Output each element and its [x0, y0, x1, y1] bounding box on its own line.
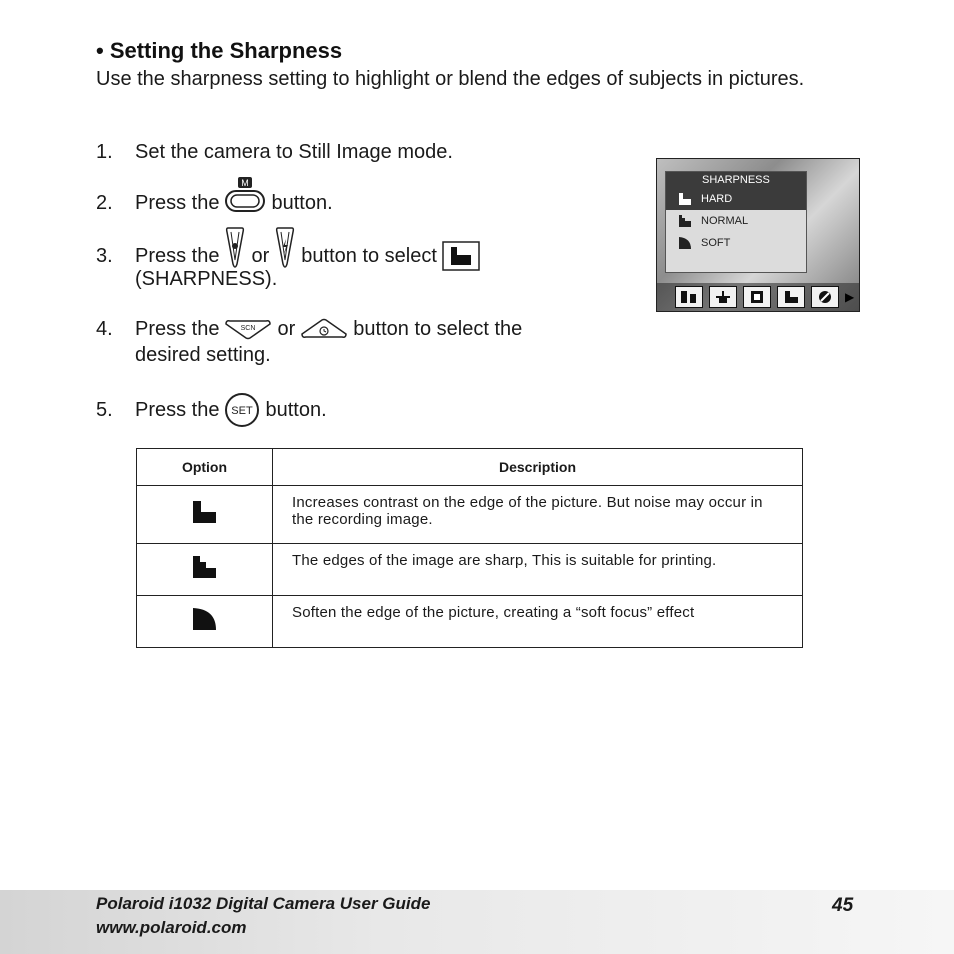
metering-icon: [709, 286, 737, 308]
lcd-icon-bar: [657, 283, 859, 311]
step-text: button.: [265, 399, 327, 421]
menu-button-label: M: [241, 178, 250, 188]
sharpness-hard-icon: [192, 500, 218, 524]
step-number: 1.: [96, 141, 113, 163]
step-1: [96, 139, 453, 165]
option-description: The edges of the image are sharp, This is suitable for printing.: [273, 544, 803, 596]
intro-paragraph: Use the sharpness setting to highlight or blend the edges of subjects in pictures.: [96, 68, 805, 90]
selftimer-down-button-icon: [300, 318, 348, 340]
step-number: 5.: [96, 399, 113, 421]
sharpness-soft-icon: [678, 237, 692, 250]
scn-button-label: SCN: [241, 325, 256, 332]
next-arrow-icon: ▶: [845, 290, 855, 304]
step-text: Press the: [135, 245, 220, 267]
effect-icon: [811, 286, 839, 308]
sharpness-menu-icon: [442, 241, 480, 271]
set-button-label: SET: [231, 405, 254, 417]
table-row: [137, 544, 803, 596]
column-header-option: Option: [137, 449, 273, 486]
step-text: or: [251, 245, 270, 267]
page-number: 45: [832, 895, 854, 916]
step-text: or: [277, 318, 296, 340]
menu-item-normal: [666, 210, 806, 232]
table-row: [137, 596, 803, 648]
step-4: [96, 316, 523, 366]
footer-url: www.polaroid.com: [96, 918, 247, 937]
step-text: button to select: [301, 245, 437, 267]
step-text: button to select the: [353, 318, 523, 340]
table-row: [137, 486, 803, 544]
footer-guide-title: Polaroid i1032 Digital Camera User Guide: [96, 894, 431, 913]
sharpness-options-table: [136, 448, 803, 648]
table-header-row: [137, 449, 803, 486]
camera-lcd-preview: [656, 158, 860, 312]
step-text: Set the camera to Still Image mode.: [135, 141, 453, 163]
sharpness-normal-icon: [192, 555, 218, 579]
sharpness-hard-icon: [678, 193, 692, 206]
menu-button-icon: [224, 176, 266, 214]
sharpness-tab-icon: [777, 286, 805, 308]
step-text: (SHARPNESS).: [135, 268, 278, 290]
step-text: button.: [271, 192, 333, 214]
step-5: [96, 392, 327, 428]
focus-area-icon: [743, 286, 771, 308]
option-description: Increases contrast on the edge of the picture. But noise may occur in the recording image.: [273, 486, 803, 544]
sharpness-menu: [665, 171, 807, 273]
menu-header: SHARPNESS: [666, 172, 806, 188]
menu-item-label: HARD: [701, 193, 733, 205]
step-2: [96, 178, 333, 216]
step-text: Press the: [135, 192, 220, 214]
step-text: Press the: [135, 318, 220, 340]
menu-item-soft: [666, 232, 806, 254]
scn-up-button-icon: [224, 318, 272, 340]
step-text: Press the: [135, 399, 220, 421]
column-header-description: Description: [273, 449, 803, 486]
menu-item-hard: [666, 188, 806, 210]
section-title: • Setting the Sharpness: [96, 38, 343, 63]
menu-item-label: SOFT: [701, 237, 731, 249]
step-number: 3.: [96, 245, 113, 267]
menu-item-label: NORMAL: [701, 215, 749, 227]
step-number: 2.: [96, 192, 113, 214]
sharpness-soft-icon: [192, 607, 218, 631]
step-3: [96, 240, 485, 290]
option-description: Soften the edge of the picture, creating a “soft focus” effect: [273, 596, 803, 648]
white-balance-icon: [675, 286, 703, 308]
set-button-icon: [224, 392, 260, 428]
step-text: desired setting.: [135, 344, 271, 366]
sharpness-normal-icon: [678, 215, 692, 228]
flash-right-button-icon: [274, 226, 296, 272]
step-number: 4.: [96, 318, 113, 340]
